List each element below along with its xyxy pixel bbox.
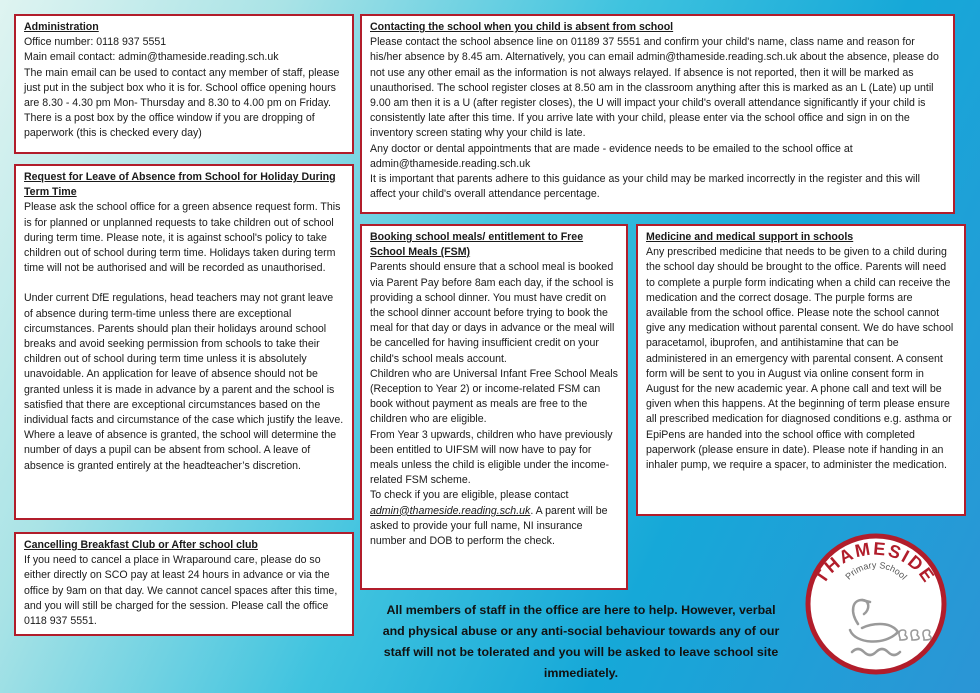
- administration-info: The main email can be used to contact any member of staff, please just put in the subject box who it is for. School office opening hours are 8.30 - 4.30 pm Mon- Thursday and 8.30 to 4.00 pm on Friday. There is a post box by the office window if you are dropping of paperwork (this is checked every day): [24, 66, 340, 140]
- paragraph-spacer: [24, 276, 344, 291]
- administration-title: Administration: [24, 21, 99, 33]
- meals-paragraph-2: Children who are Universal Infant Free School Meals (Reception to Year 2) or income-related FSM can book without payment as meals are free to the children who are eligible.: [370, 367, 618, 426]
- absent-paragraph-2: Any doctor or dental appointments that are made - evidence needs to be emailed to the school office at admin@thameside.reading.sch.uk: [370, 142, 853, 170]
- absent-paragraph-3: It is important that parents adhere to this guidance as your child may be marked incorrectly in the register and this will affect your child's overall attendance percentage.: [370, 173, 920, 201]
- absence-contact-panel: [360, 14, 955, 214]
- leave-paragraph-1: Please ask the school office for a green absence request form. This is for planned or unplanned requests to take children out of school during term time. Please note, it is against school's policy to take children out of school during term time. Holidays taken during term time will not be authorised and will be recorded as unauthorised.: [24, 201, 341, 275]
- leave-paragraph-2: Under current DfE regulations, head teachers may not grant leave of absence during term-time unless there are exceptional circumstances. Parents should plan their holidays around school breaks and avoid seeking permission from schools to take their children out of school during term time unless it is absolutely unavoidable. An application for leave of absence should not be granted unless it is made in advance by a parent and the school is satisfied that there are exceptional circumstances based on the individual facts and circumstance of the case which justify the leave. Where a leave of absence is granted, the school will determine the number of days a pupil can be absent from school. A leave of absence is granted entirely at the headteacher’s discretion.: [24, 292, 344, 472]
- meals-eligibility: [370, 488, 618, 549]
- leave-title: Request for Leave of Absence from School for Holiday During Term Time: [24, 171, 336, 199]
- medicine-title: Medicine and medical support in schools: [646, 231, 854, 243]
- meals-check-prefix: To check if you are eligible, please contact: [370, 489, 569, 502]
- medicine-text: Any prescribed medicine that needs to be given to a child during the school day should be brought to the office. Parents will need to complete a purple form indicating when a child can receive the medication and the correct dosage. The purple forms are available from the school office. Please note the school cannot give any medication without parental consent. We do have school paracetamol, ibuprofen, and antihistamine that can be administered in an emergency with parental consent. A consent form will be sent to you in August via online consent form in August for the new academic year. A phone call and text will be given when this happens. At the beginning of term please ensure all prescribed medication for diagnosed conditions e.g. asthma or EpiPens are handed into the school office with completed paperwork (please ensure in date). Please note if handing in an inhaler pump, we require a spacer, to administer the medication.: [646, 246, 954, 472]
- breakfast-club-panel: [14, 532, 354, 636]
- office-number: Office number: 0118 937 5551: [24, 36, 167, 49]
- meals-title: Booking school meals/ entitlement to Free School Meals (FSM): [370, 231, 584, 259]
- meals-check-suffix: . A parent will be asked to provide your full name, NI insurance number and DOB to perform the check.: [370, 504, 608, 548]
- main-email: Main email contact: admin@thameside.reading.sch.uk: [24, 51, 279, 64]
- absent-title: Contacting the school when you child is absent from school: [370, 21, 674, 33]
- meals-paragraph-3: From Year 3 upwards, children who have previously been entitled to UIFSM will now have to pay for meals unless the child is eligible under the income-related FSM scheme.: [370, 428, 613, 487]
- school-meals-panel: [360, 224, 628, 590]
- staff-notice: All members of staff in the office are here to help. However, verbal and physical abuse or any anti-social behaviour towards any of our staff will not be tolerated and you will be asked to leave school site immediately.: [382, 603, 780, 680]
- meals-email-link[interactable]: admin@thameside.reading.sch.uk: [370, 504, 531, 517]
- logo-name: THAMESIDE: [810, 538, 940, 588]
- absent-paragraph-1: Please contact the school absence line on 01189 37 5551 and confirm your child's name, class name and reason for his/her absence by 8.45 am. Alternatively, you can email admin@thameside.reading.sch.uk about the absence, please do not use any other email as the information is not always relayed. If absence is not reported, then it will be marked as unauthorised. The school register closes at 8.50 am in the classroom anything after this is marked as an L (Late) up until 9.00 am then it is a U (after register closes), the U will impact your child's overall attendance significantly if your child is consistently late after this time. If you arrive late with your child, please enter via the school office and sign in on the inventory screen stating why your child is late.: [370, 36, 939, 140]
- meals-paragraph-1: Parents should ensure that a school meal is booked via Parent Pay before 8am each day, if the school is providing a school dinner. You must have credit on the school dinner account before trying to book the meal for that day or days in advance or the meal will be cancelled for having insufficient credit on your child's school meals account.: [370, 261, 615, 365]
- breakfast-text: If you need to cancel a place in Wraparound care, please do so either directly on SCO pay at least 24 hours in advance or via the office by 9am on that day. We cannot cancel spaces after this time, and you will still be charged for the session. Please call the office 0118 937 5551.: [24, 554, 338, 628]
- medicine-panel: [636, 224, 966, 516]
- logo-subtitle: Primary School: [843, 559, 909, 582]
- administration-panel: [14, 14, 354, 154]
- school-logo: [800, 520, 950, 680]
- leave-of-absence-panel: [14, 164, 354, 520]
- breakfast-title: Cancelling Breakfast Club or After school club: [24, 539, 258, 551]
